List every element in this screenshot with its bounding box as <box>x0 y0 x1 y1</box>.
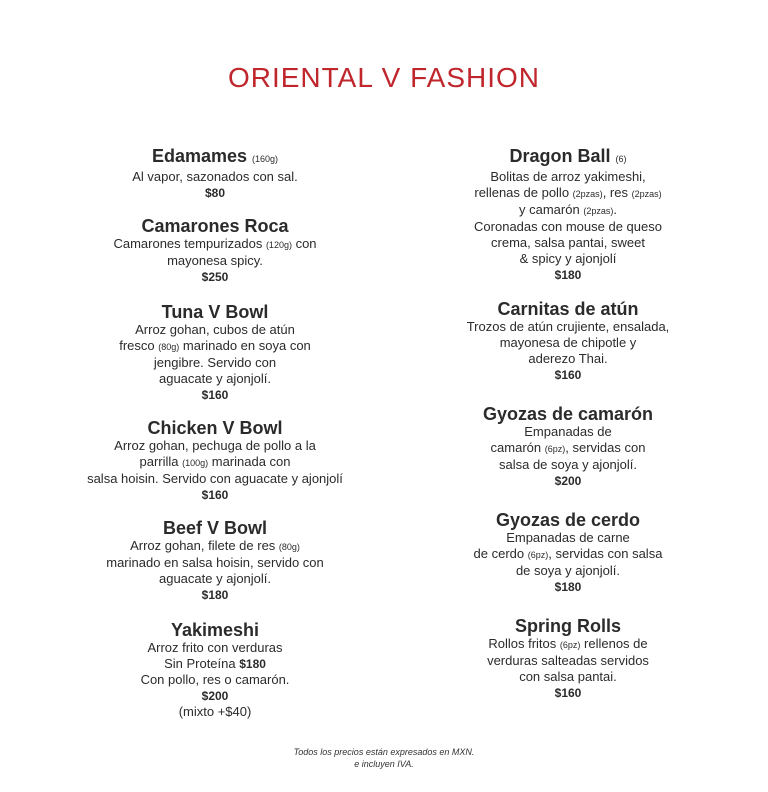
item-description-line: jengibre. Servido con <box>153 355 277 370</box>
item-description-line: camarón (6pz), servidas con <box>490 440 646 455</box>
item-mix-note: (mixto +$40) <box>178 704 252 719</box>
item-description-line: Camarones tempurizados (120g) con <box>113 236 317 251</box>
item-description-line: salsa de soya y ajonjolí. <box>498 457 638 472</box>
item-portion: (2pzas) <box>631 189 662 199</box>
item-description-line: Arroz gohan, filete de res (80g) <box>130 538 300 553</box>
item-name-text: Edamames <box>151 146 248 166</box>
item-price: $200 <box>201 689 229 703</box>
item-price: $180 <box>554 268 582 282</box>
price-disclaimer <box>0 746 768 770</box>
item-price: $160 <box>554 686 582 700</box>
menu-item <box>50 518 380 603</box>
item-name <box>50 620 380 640</box>
item-portion: (80g) <box>158 342 180 352</box>
item-name-text: Camarones Roca <box>141 216 289 236</box>
item-description-line: de cerdo (6pz), servidas con salsa <box>473 546 663 561</box>
item-description-line: mayonesa de chipotle y <box>499 335 637 350</box>
item-name-text: Tuna V Bowl <box>161 302 269 322</box>
item-description-line: aderezo Thai. <box>528 351 608 366</box>
item-name-text: Dragon Ball <box>509 146 611 166</box>
item-description-line: parrilla (100g) marinada con <box>139 454 291 469</box>
item-name <box>400 299 736 319</box>
page-title: ORIENTAL V FASHION <box>227 62 541 93</box>
item-description-line: Al vapor, sazonados con sal. <box>132 169 298 184</box>
disclaimer-line-1: Todos los precios están expresados en MXN. <box>293 747 475 757</box>
item-price: $160 <box>201 488 229 502</box>
item-price: $200 <box>554 474 582 488</box>
menu-item <box>50 146 380 201</box>
item-portion: (2pzas) <box>583 206 614 216</box>
menu-item <box>400 510 736 595</box>
item-description-line: Bolitas de arroz yakimeshi, <box>490 169 646 184</box>
menu-item <box>400 616 736 701</box>
item-description-line: Trozos de atún crujiente, ensalada, <box>466 319 670 334</box>
item-name <box>400 510 736 530</box>
item-portion: (6pz) <box>559 640 581 650</box>
item-portion: (6pz) <box>544 444 566 454</box>
item-name <box>400 616 736 636</box>
item-price: $80 <box>204 186 226 200</box>
item-description-line: Rollos fritos (6pz) rellenos de <box>488 636 648 651</box>
menu-item <box>50 216 380 285</box>
item-description-line: salsa hoisin. Servido con aguacate y ajonjolí <box>87 471 343 486</box>
item-name <box>50 146 380 169</box>
item-description-line: Empanadas de <box>524 424 612 439</box>
item-name <box>50 216 380 236</box>
item-description-line: aguacate y ajonjolí. <box>158 371 272 386</box>
item-portion: (2pzas) <box>572 189 603 199</box>
item-portion: (80g) <box>278 542 300 552</box>
menu-item <box>50 302 380 403</box>
item-name-text: Gyozas de cerdo <box>495 510 641 530</box>
item-quantity: (6) <box>615 154 627 164</box>
menu-item <box>400 404 736 489</box>
item-name-text: Yakimeshi <box>170 620 260 640</box>
item-name-text: Carnitas de atún <box>497 299 639 319</box>
item-name <box>50 418 380 438</box>
menu-item <box>50 418 380 503</box>
item-quantity: (160g) <box>252 154 279 164</box>
item-option-line: Con pollo, res o camarón. <box>140 672 290 687</box>
item-name <box>400 146 736 169</box>
disclaimer-line-2: e incluyen IVA. <box>354 759 414 769</box>
item-description-line: mayonesa spicy. <box>167 253 263 268</box>
item-name-text: Beef V Bowl <box>162 518 268 538</box>
item-price: $250 <box>201 270 229 284</box>
item-description-line: fresco (80g) marinado en soya con <box>119 338 311 353</box>
item-price: $160 <box>554 368 582 382</box>
item-name <box>50 518 380 538</box>
menu-item <box>400 299 736 383</box>
item-description-line: Arroz gohan, cubos de atún <box>135 322 295 337</box>
item-description-line: rellenas de pollo (2pzas), res (2pzas) <box>474 185 662 200</box>
item-description-line: marinado en salsa hoisin, servido con <box>106 555 324 570</box>
item-price: $160 <box>201 388 229 402</box>
item-description-line: Arroz frito con verduras <box>147 640 283 655</box>
item-description-line: Arroz gohan, pechuga de pollo a la <box>114 438 316 453</box>
item-description-line: verduras salteadas servidos <box>487 653 649 668</box>
item-description-line: de soya y ajonjolí. <box>515 563 621 578</box>
item-portion: (6pz) <box>527 550 549 560</box>
item-description-line: aguacate y ajonjolí. <box>158 571 272 586</box>
menu-item <box>50 620 380 720</box>
item-price: $180 <box>239 657 266 671</box>
item-description-line: & spicy y ajonjolí <box>519 251 617 266</box>
item-description-line: y camarón (2pzas). <box>519 202 617 217</box>
item-description-line: con salsa pantai. <box>519 669 617 684</box>
item-option-line: Sin Proteína $180 <box>164 656 266 671</box>
item-portion: (120g) <box>265 240 292 250</box>
item-name <box>400 404 736 424</box>
menu-item <box>400 146 736 283</box>
item-name-text: Gyozas de camarón <box>482 404 654 424</box>
item-name-text: Chicken V Bowl <box>147 418 283 438</box>
item-price: $180 <box>554 580 582 594</box>
item-description-line: Coronadas con mouse de queso <box>474 219 662 234</box>
item-name-text: Spring Rolls <box>514 616 621 636</box>
item-portion: (100g) <box>182 458 209 468</box>
item-price: $180 <box>201 588 229 602</box>
item-description-line: Empanadas de carne <box>506 530 630 545</box>
item-name <box>50 302 380 322</box>
item-description-line: crema, salsa pantai, sweet <box>491 235 645 250</box>
